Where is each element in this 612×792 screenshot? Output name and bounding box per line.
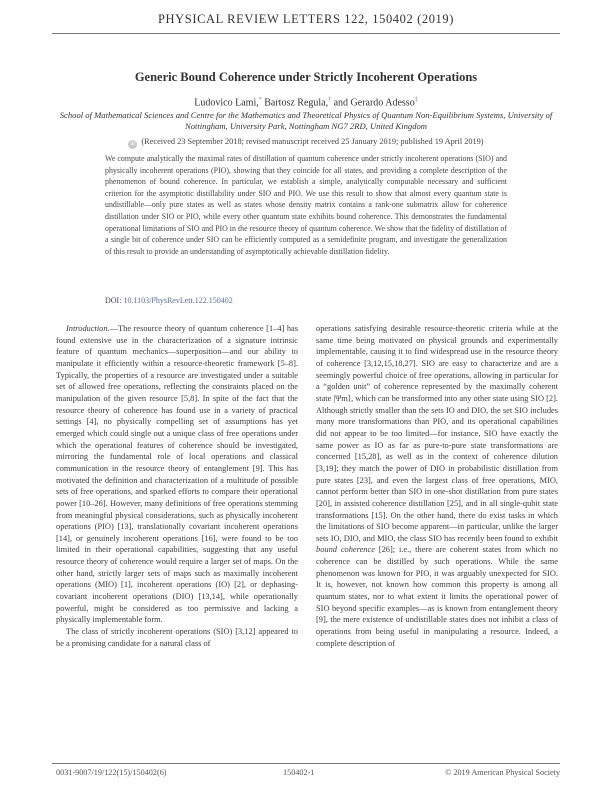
footer-issn: 0031-9007/19/122(15)/150402(6)	[56, 768, 167, 777]
author-name: Bartosz Regula,	[264, 97, 329, 109]
paragraph-text: —The resource theory of quantum coherence [1–4] has found extensive use in the characterization of a signature intrinsic feature of quantum mechanics—superposition—and our ability to manipulate it efficiently within a resource-theoretic framework [5–8]. Typically, the properties of a resource are investigated under a suitable set of allowed free operations, reflecting the constraints placed on the manipulation of the given resource [5,8]. In spite of the fact that the resource theory of coherence has found use in a variety of practical settings [4], no physically compelling set of assumptions has yet emerged which could single out a unique class of free operations under which the operational features of coherence should be investigated, mirroring the fundamental role of local operations and classical communication in the resource theory of entanglement [9]. This has motivated the definition and characterization of a multitude of possible sets of free operations, and sparked efforts to compare their operational power [10–26]. However, many definitions of free operations stemming from meaningful physical considerations, such as physically incoherent operations (PIO) [13], translationally covariant incoherent operations [14], or genuinely incoherent operations [16], were found to be too limited in their operational capabilities, suggesting that any useful resource theory of coherence would require a larger set of maps. On the other hand, strictly larger sets of maps such as maximally incoherent operations (MIO) [1], incoherent operations (IO) [2], or dephasing-covariant incoherent operations (DIO) [13,14], while operationally powerful, might be considered as too permissive and lacking a physically implementable form.	[56, 324, 298, 625]
abstract: We compute analytically the maximal rates of distillation of quantum coherence under strictly incoherent operations (SIO) and physically incoherent operations (PIO), showing that they coincide for all states, and providing a complete description of the phenomenon of bound coherence. In particular, we establish a simple, analytically computable necessary and sufficient criterion for the asymptotic distillability under SIO and PIO. We use this result to show that almost every quantum state is undistillable—only pure states as well as states whose density matrix contains a rank-one submatrix allow for coherence distillation under SIO or PIO, while every other quantum state exhibits bound coherence. This demonstrates the fundamental operational limitations of SIO and PIO in the resource theory of quantum coherence. We show that the fidelity of distillation of a single bit of coherence under SIO can be efficiently computed as a semidefinite program, and investigate the generalization of this result to provide an understanding of asymptotically achievable distillation fidelity.	[105, 154, 507, 256]
author-mark[interactable]: †	[328, 97, 332, 103]
footer-page-number: 150402-1	[283, 768, 315, 777]
author-list	[52, 97, 560, 108]
paragraph: The class of strictly incoherent operations (SIO) [3,12] appeared to be a promising candidate for a natural class of	[56, 627, 298, 648]
paragraph-text: operations satisfying desirable resource-theoretic criteria while at the same time being motivated on physical grounds and experimentally implementable, causing it to find widespread use in the resource theory of coherence [3,12,15,18,27]. SIO are easy to characterize and are a seemingly powerful choice of free operations, allowing in particular for a “golden unit” of coherence represented by the maximally coherent state |Ψm⟩, which can be transformed into any other state using SIO [2]. Although strictly smaller than the sets IO and DIO, the set SIO includes many more transformations than PIO, and its operational capabilities did not appear to be too limited—for instance, SIO have exactly the same power as IO as far as pure-to-pure state transformations are concerned [15,28], as well as in the context of coherence dilution [3,19]; they match the power of DIO in probabilistic distillation from pure states [23], and even the largest class of free operations, MIO, cannot perform better than SIO in one-shot distillation from pure states [20], in assisted coherence distillation [25], and in all single-qubit state transformations [15]. On the other hand, there do exist tasks in which the limitations of SIO become apparent—in particular, unlike the larger sets IO, DIO, and MIO, the class SIO has recently been found to exhibit	[316, 324, 558, 543]
author-name: and Gerardo Adesso	[333, 97, 415, 109]
body-column-left	[56, 323, 298, 649]
footer-copyright: © 2019 American Physical Society	[445, 768, 560, 777]
orcid-icon[interactable]: iD	[130, 142, 136, 147]
author-mark[interactable]: *	[258, 97, 262, 103]
header-rule	[52, 33, 560, 34]
emphasis-term: bound coherence	[316, 545, 375, 555]
dates-text: (Received 23 September 2018; revised manuscript received 25 January 2019; published 19 April 2019)	[141, 137, 484, 146]
paragraph-text: [26]; i.e., there are coherent states from which no coherence can be distilled by such operations. While the same phenomenon was known for PIO, it was arguably unexpected for SIO. It is, however, not known how common this property is among all quantum states, nor to what extent it limits the operational power of SIO beyond specific examples—as is known from entanglement theory [9], the mere existence of undistillable states does not inhibit a class of operations from being useful in manipulating a resource. Indeed, a complete description of	[316, 545, 558, 648]
footer-rule	[52, 763, 560, 764]
doi-link[interactable]: 10.1103/PhysRevLett.122.150402	[123, 296, 233, 305]
affiliation: School of Mathematical Sciences and Centre for the Mathematics and Theoretical Physics of Quantum Non-Equilibrium Systems, University of Nottingham, University Park, Nottingham NG7 2RD, United Kingdom	[59, 110, 553, 131]
running-head: PHYSICAL REVIEW LETTERS 122, 150402 (2019)	[157, 12, 455, 26]
doi-prefix: DOI:	[105, 296, 124, 305]
author-mark[interactable]: ‡	[414, 97, 418, 103]
paragraph	[316, 323, 558, 649]
body-column-right	[316, 323, 558, 649]
author-name: Ludovico Lami,	[194, 97, 259, 109]
article-title: Generic Bound Coherence under Strictly Incoherent Operations	[134, 70, 478, 84]
publication-dates	[52, 137, 560, 149]
section-label: Introduction.	[66, 324, 110, 333]
doi-line	[105, 296, 233, 305]
paragraph	[56, 323, 298, 626]
